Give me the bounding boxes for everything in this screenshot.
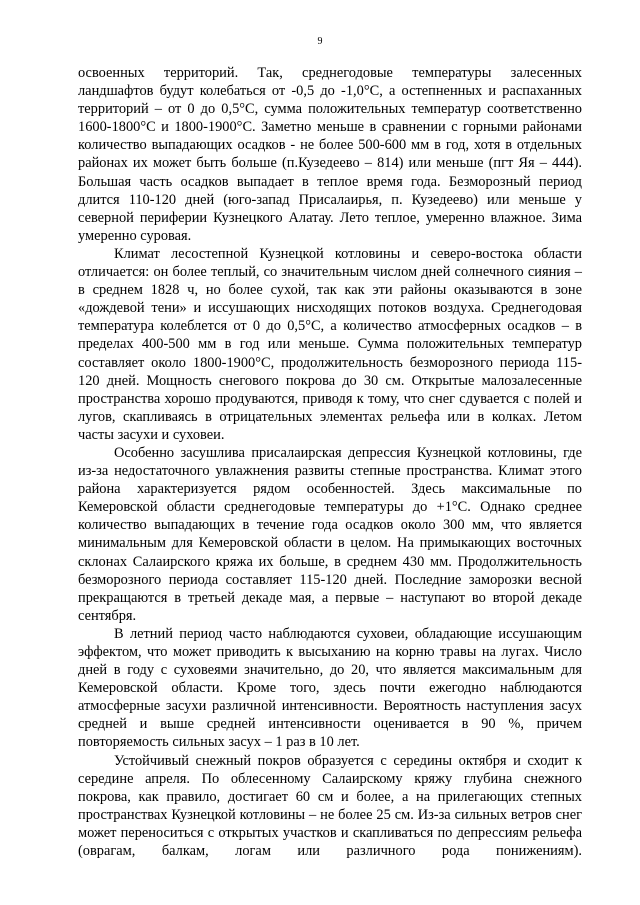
body-text	[78, 64, 582, 860]
paragraph-1: освоенных территорий. Так, среднегодовые температуры залесенных ландшафтов будут колебаться от -0,5 до -1,0°С, а остепненных и распаханных территорий – от 0 до 0,5°С, сумма положительных температур соответственно 1600-1800°С и 1800-1900°С. Заметно меньше в сравнении с горными районами количество выпадающих осадков - не более 500-600 мм в год, хотя в отдельных районах их может быть больше (п.Кузедеево – 814) или меньше (пгт Яя – 444). Большая часть осадков выпадает в теплое время года. Безморозный период длится 110-120 дней (юго-запад Присалаирья, п. Кузедеево) или меньше у северной периферии Кузнецкого Алатау. Лето теплое, умеренно влажное. Зима умеренно суровая.	[78, 65, 582, 244]
paragraph-2: Климат лесостепной Кузнецкой котловины и северо-востока области отличается: он более теплый, со значительным числом дней солнечного сияния – в среднем 1828 ч, но более сухой, так как эти районы оказываются в зоне «дождевой тени» и иссушающих нисходящих потоков воздуха. Среднегодовая температура колеблется от 0 до 0,5°С, а количество атмосферных осадков – в пределах 400-500 мм в год или меньше. Сумма положительных температур составляет около 1800-1900°С, продолжительность безморозного периода 115-120 дней. Мощность снегового покрова до 30 см. Открытые малозалесенные пространства хорошо продуваются, приводя к тому, что снег сдувается с полей и лугов, скапливаясь в отрицательных элементах рельефа или в колках. Летом часты засухи и суховеи.	[78, 245, 582, 443]
page-number: 9	[317, 36, 323, 47]
paragraph-3: Особенно засушлива присалаирская депрессия Кузнецкой котловины, где из-за недостаточного увлажнения развиты степные пространства. Климат этого района характеризуется рядом особенностей. Здесь максимальные по Кемеровской области среднегодовые температуры до +1°С. Однако среднее количество выпадающих в течение года осадков около 300 мм, что является минимальным для Кемеровской области в целом. На примыкающих восточных склонах Салаирского кряжа их больше, в среднем 430 мм. Продолжительность безморозного периода составляет 115-120 дней. Последние заморозки весной прекращаются в третьей декаде мая, а первые – наступают во второй декаде сентября.	[78, 444, 582, 624]
paragraph-4: В летний период часто наблюдаются суховеи, обладающие иссушающим эффектом, что может приводить к высыханию на корню травы на лугах. Число дней в году с суховеями значительно, до 20, что является максимальным для Кемеровской области. Кроме того, здесь почти ежегодно наблюдаются атмосферные засухи различной интенсивности. Вероятность наступления засух средней и выше средней интенсивности оценивается в 90 %, причем повторяемость сильных засух – 1 раз в 10 лет.	[78, 625, 582, 751]
paragraph-5: Устойчивый снежный покров образуется с середины октября и сходит к середине апреля. По облесенному Салаирскому кряжу глубина снежного покрова, как правило, достигает 60 см и более, а на прилегающих степных пространствах Кузнецкой котловины – не более 25 см. Из-за сильных ветров снег может переноситься с открытых участков и скапливаться по депрессиям рельефа (оврагам, балкам, логам или различного рода понижениям).	[78, 752, 582, 860]
